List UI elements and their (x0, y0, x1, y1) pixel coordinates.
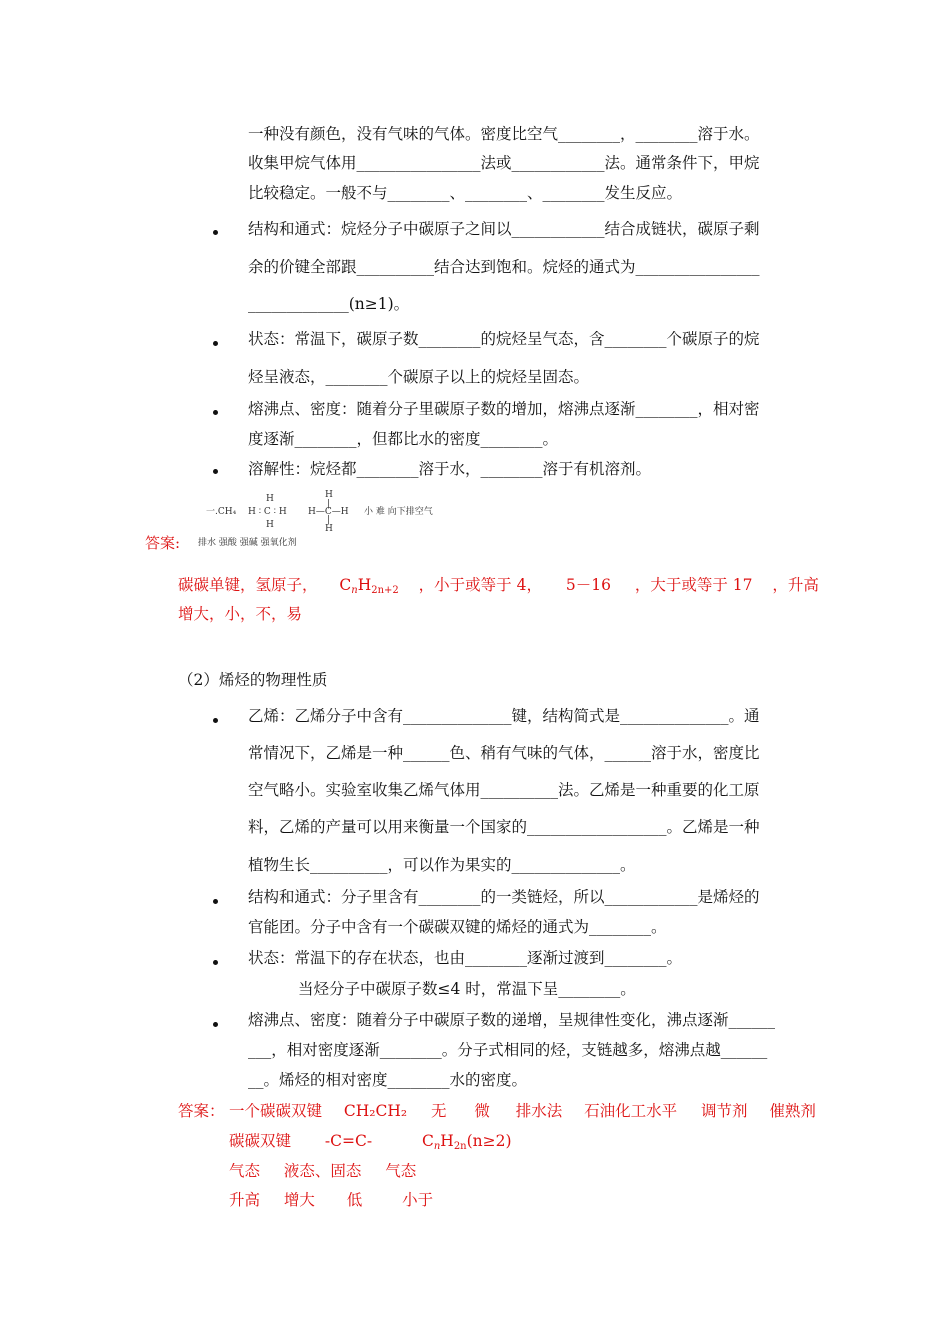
struct-h-top: H (325, 490, 333, 500)
bullet (213, 1022, 218, 1027)
struct-h-bottom: H (325, 524, 333, 534)
s2-answer-row4 (229, 1190, 433, 1210)
s1-state-line1: 状态：常温下，碳原子数________的烷烃呈气态，含________个碳原子的烷 (248, 330, 760, 348)
answer-image-row2-words: 排水 强酸 强碱 强氧化剂 (198, 538, 297, 548)
ans-item: 升高 (229, 1191, 261, 1209)
ans-item: 微 (474, 1102, 490, 1120)
s1-para1-line3: 比较稳定。一般不与________、________、________发生反应。 (248, 184, 683, 202)
s2-melt-line1: 熔沸点、密度：随着分子中碳原子数的递增，呈规律性变化，沸点逐渐______ (248, 1011, 776, 1029)
s2-answer-label: 答案： (178, 1102, 225, 1120)
ans-item: 低 (346, 1191, 363, 1209)
lewis-h-bottom: H (266, 520, 274, 530)
struct-pipe-bottom: | (327, 515, 331, 525)
bullet (213, 899, 218, 904)
answer-image-prefix: 一.CH₄ (206, 507, 237, 517)
ans-item: 增大 (283, 1191, 315, 1209)
ans-item: -C=C- (324, 1132, 373, 1150)
s2-heading: （2）烯烃的物理性质 (178, 671, 328, 689)
s2-state-line1: 状态：常温下的存在状态，也由________逐渐过渡到________。 (248, 949, 683, 967)
ans-item: 液态、固态 (283, 1162, 362, 1180)
bullet (213, 469, 218, 474)
bullet (213, 960, 218, 965)
s1-solubility-line: 溶解性：烷烃都________溶于水，________溶于有机溶剂。 (248, 460, 652, 478)
s1-structure-line1: 结构和通式：烷烃分子中碳原子之间以____________结合成链状，碳原子剩 (248, 220, 760, 238)
ans-item: 碳碳双键 (229, 1132, 292, 1150)
alkane-formula: $C_nH_{2n+2}$ (339, 576, 399, 596)
s2-ethene-line3: 空气略小。实验室收集乙烯气体用__________法。乙烯是一种重要的化工原 (248, 781, 760, 799)
s2-melt-line2: ___，相对密度逐渐________。分子式相同的烃，支链越多，熔沸点越______ (248, 1041, 768, 1059)
ans-item: 气态 (385, 1162, 417, 1180)
bullet (213, 410, 218, 415)
s2-ethene-line4: 料，乙烯的产量可以用来衡量一个国家的__________________。乙烯是一种 (248, 818, 760, 836)
struct-mid: H—C—H (308, 507, 349, 517)
answer-image-row1-words: 小 难 向下排空气 (364, 507, 433, 517)
ans-item: 一个碳碳双键 (229, 1102, 323, 1120)
lewis-mid: H ∶ C ∶ H (248, 507, 287, 517)
ans-item: 石油化工水平 (584, 1102, 678, 1120)
s1-answer-part4: ，大于或等于 17 (634, 576, 753, 594)
bullet (213, 718, 218, 723)
ans-item: 气态 (229, 1162, 261, 1180)
s1-answer-part5: ，升高 (772, 576, 819, 594)
s2-ethene-line1: 乙烯：乙烯分子中含有______________键，结构简式是______________。通 (248, 707, 760, 725)
s1-state-line2: 烃呈液态，________个碳原子以上的烷烃呈固态。 (248, 368, 590, 386)
s1-answer-part3: 5－16 (565, 576, 611, 594)
ans-item: 无 (430, 1102, 447, 1120)
s2-ethene-line5: 植物生长__________，可以作为果实的______________。 (248, 856, 636, 874)
alkene-formula: $C_nH_{2n}(n\ge 2)$ (421, 1132, 512, 1152)
s1-melt-line1: 熔沸点、密度：随着分子里碳原子数的增加，熔沸点逐渐________，相对密 (248, 400, 760, 418)
s1-melt-line2: 度逐渐________，但都比水的密度________。 (248, 430, 559, 448)
ans-item: 排水法 (515, 1102, 563, 1120)
ans-item: 小于 (402, 1191, 434, 1209)
s2-answer-row3 (229, 1161, 416, 1181)
s1-para1-line1: 一种没有颜色，没有气味的气体。密度比空气________，________溶于水。 (248, 125, 760, 143)
s1-answer-line2: 增大，小，不，易 (178, 605, 303, 623)
s2-answer-row2 (229, 1131, 512, 1157)
s2-structure-line2: 官能团。分子中含有一个碳碳双键的烯烃的通式为________。 (248, 918, 667, 936)
s1-answer-part1: 碳碳单键，氢原子， (178, 576, 318, 594)
s2-melt-line3: __。烯烃的相对密度________水的密度。 (248, 1071, 528, 1089)
s1-structure-line3: _____________(n≥1)。 (248, 295, 410, 313)
struct-pipe-top: | (327, 499, 331, 509)
ans-item: 催熟剂 (769, 1102, 816, 1120)
s1-answer-line1 (178, 575, 819, 601)
lewis-h-top: H (266, 494, 274, 504)
s2-ethene-line2: 常情况下，乙烯是一种______色、稍有气味的气体，______溶于水，密度比 (248, 744, 760, 762)
bullet (213, 230, 218, 235)
bullet (213, 341, 218, 346)
s2-state-line2: 当烃分子中碳原子数≤4 时，常温下呈________。 (298, 980, 636, 998)
ans-item: 调节剂 (701, 1102, 748, 1120)
ans-item: CH₂CH₂ (343, 1102, 408, 1120)
s1-answer-part2: ，小于或等于 4， (418, 576, 542, 594)
s2-structure-line1: 结构和通式：分子里含有________的一类链烃，所以____________是烯烃的 (248, 888, 760, 906)
s1-para1-line2: 收集甲烷气体用________________法或____________法。通常条件下，甲烷 (248, 154, 760, 172)
s2-answer-row1 (229, 1101, 816, 1121)
s1-structure-line2: 余的价键全部跟__________结合达到饱和。烷烃的通式为________________ (248, 258, 760, 276)
answer-label: 答案: (145, 534, 181, 552)
